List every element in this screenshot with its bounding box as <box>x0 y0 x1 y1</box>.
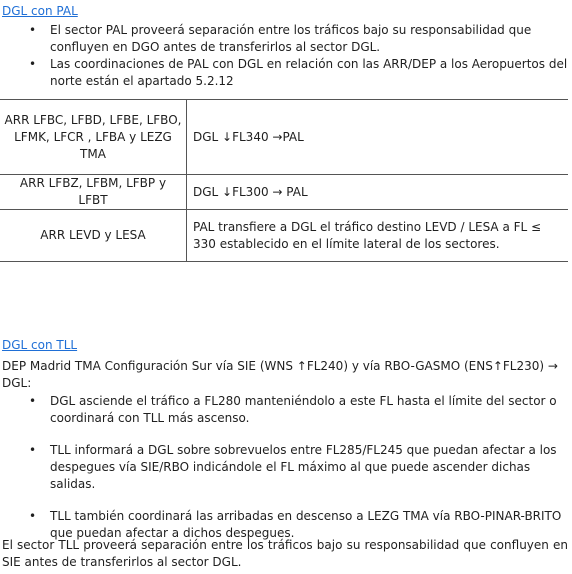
list-item <box>2 393 568 427</box>
list-item-text: DGL asciende el tráfico a FL280 manteniéndolo a este FL hasta el límite del sector o coordinará con TLL más ascenso. <box>50 394 557 425</box>
table-row <box>0 175 568 210</box>
table-cell-arrivals: ARR LFBZ, LFBM, LFBP y LFBT <box>0 175 187 210</box>
section-heading-dgl-tll[interactable]: DGL con TLL <box>2 338 78 352</box>
list-item-text: TLL también coordinará las arribadas en descenso a LEZG TMA vía RBO-PINAR-BRITO que puedan afectar a dichos despegues. <box>50 509 562 540</box>
bullet-list-tll <box>2 393 568 542</box>
bullet-icon: • <box>29 23 37 37</box>
bullet-list-pal <box>2 22 568 90</box>
list-item-text: TLL informará a DGL sobre sobrevuelos entre FL285/FL245 que puedan afectar a los despegues vía SIE/RBO indicándole el FL máximo al que puede ascender dichas salidas. <box>50 443 557 491</box>
table-row <box>0 210 568 262</box>
table-cell-procedure: PAL transfiere a DGL el tráfico destino LEVD / LESA a FL ≤ 330 establecido en el límite lateral de los sectores. <box>187 210 569 262</box>
bullet-icon: • <box>29 443 37 457</box>
table-cell-arrivals: ARR LFBC, LFBD, LFBE, LFBO, LFMK, LFCR , LFBA y LEZG TMA <box>0 100 187 175</box>
list-item <box>2 56 568 90</box>
list-item <box>2 22 568 56</box>
list-item-text: Las coordinaciones de PAL con DGL en relación con las ARR/DEP a los Aeropuertos del norte están el apartado 5.2.12 <box>50 57 568 88</box>
table-row <box>0 100 568 175</box>
intro-text: DEP Madrid TMA Configuración Sur vía SIE (WNS ↑FL240) y vía RBO-GASMO (ENS↑FL230) → DGL: <box>2 359 558 390</box>
section-heading-dgl-pal[interactable]: DGL con PAL <box>2 4 78 18</box>
table-cell-procedure: DGL ↓FL340 →PAL <box>187 100 569 175</box>
table-cell-procedure: DGL ↓FL300 → PAL <box>187 175 569 210</box>
bullet-icon: • <box>29 509 37 523</box>
bullet-icon: • <box>29 394 37 408</box>
closing-text: El sector TLL proveerá separación entre los tráficos bajo su responsabilidad que confluyen en SIE antes de transferirlos al sector DGL. <box>2 538 568 569</box>
coordination-table <box>0 99 568 262</box>
bullet-icon: • <box>29 57 37 71</box>
list-item <box>2 442 568 493</box>
table-cell-arrivals: ARR LEVD y LESA <box>0 210 187 262</box>
list-item-text: El sector PAL proveerá separación entre los tráficos bajo su responsabilidad que confluyen en DGO antes de transferirlos al sector DGL. <box>50 23 532 54</box>
